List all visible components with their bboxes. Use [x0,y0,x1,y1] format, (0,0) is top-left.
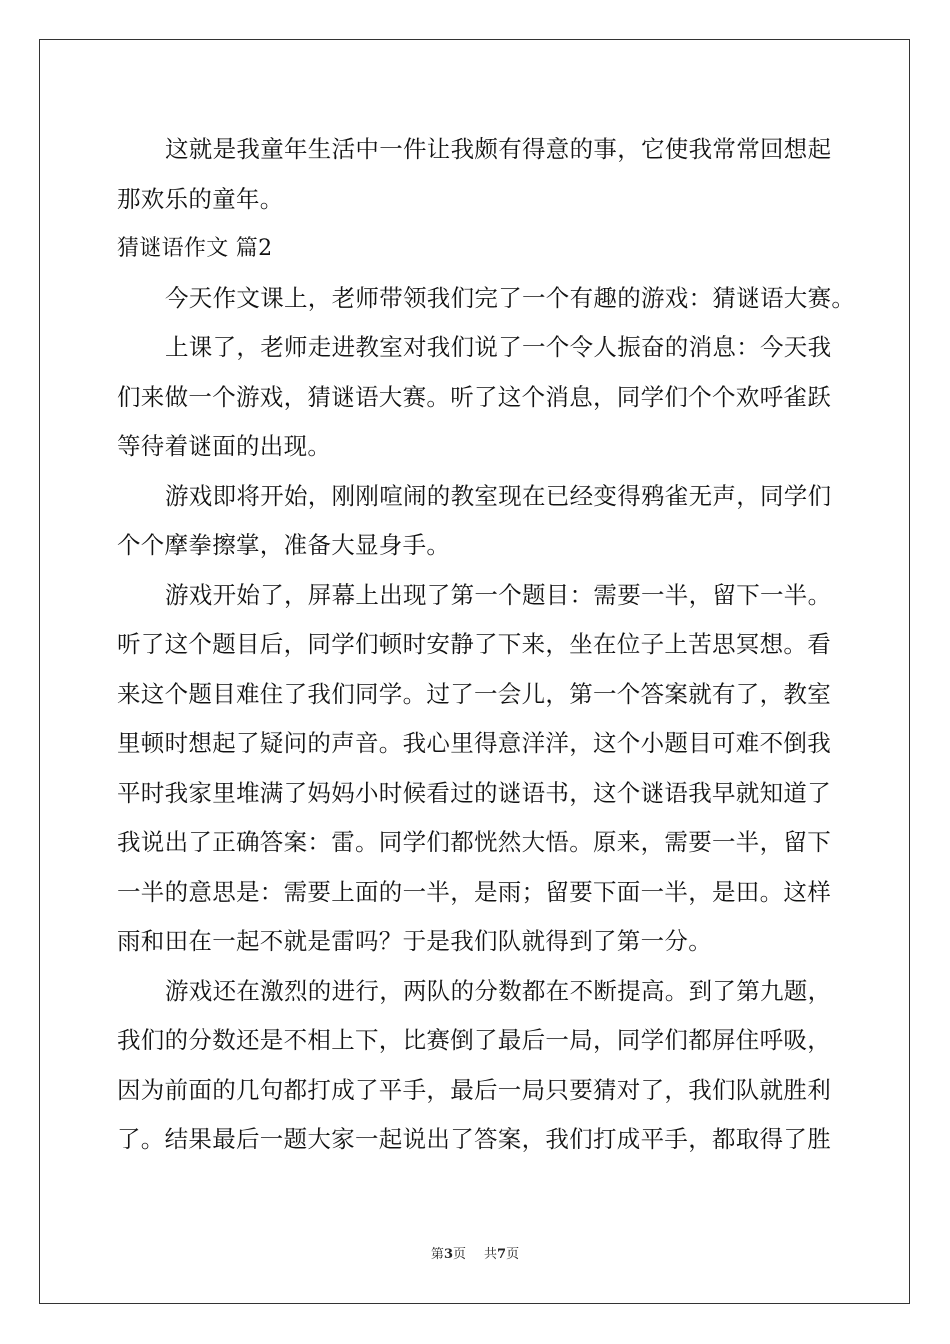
text-line: 听了这个题目后，同学们顿时安静了下来，坐在位子上苦思冥想。看 [117,630,831,658]
text-line: 了。结果最后一题大家一起说出了答案，我们打成平手，都取得了胜 [117,1125,831,1153]
page-number: 第3页 [430,1247,466,1262]
text-line: 游戏开始了，屏幕上出现了第一个题目：需要一半，留下一半。 [165,580,832,609]
text-line: 雨和田在一起不就是雷吗？于是我们队就得到了第一分。 [117,927,712,955]
text-line: 上课了，老师走进教室对我们说了一个令人振奋的消息：今天我 [165,333,832,361]
text-line: 等待着谜面的出现。 [117,432,332,460]
document-body [117,125,856,1165]
total-pages: 共7页 [484,1247,520,1262]
text-line: 个个摩拳擦掌，准备大显身手。 [117,531,451,559]
text-line: 今天作文课上，老师带领我们完了一个有趣的游戏：猜谜语大赛。 [165,283,856,312]
text-line: 平时我家里堆满了妈妈小时候看过的谜语书，这个谜语我早就知道了 [117,778,831,807]
page-footer [0,1243,950,1262]
text-line: 我们的分数还是不相上下，比赛倒了最后一局，同学们都屏住呼吸， [117,1026,831,1054]
text-line: 那欢乐的童年。 [117,184,284,213]
text-line: 游戏还在激烈的进行，两队的分数都在不断提高。到了第九题， [165,976,832,1005]
text-line: 里顿时想起了疑问的声音。我心里得意洋洋，这个小题目可难不倒我 [117,729,831,757]
text-line: 这就是我童年生活中一件让我颇有得意的事，它使我常常回想起 [165,135,832,163]
text-line: 来这个题目难住了我们同学。过了一会儿，第一个答案就有了，教室 [117,679,831,708]
section-heading: 猜谜语作文 篇2 [117,236,273,261]
text-line: 游戏即将开始，刚刚喧闹的教室现在已经变得鸦雀无声，同学们 [165,481,832,510]
text-line: 一半的意思是：需要上面的一半，是雨；留要下面一半，是田。这样 [117,877,831,906]
text-line: 们来做一个游戏，猜谜语大赛。听了这个消息，同学们个个欢呼雀跃 [117,382,831,411]
text-line: 我说出了正确答案：雷。同学们都恍然大悟。原来，需要一半，留下 [117,828,831,856]
text-line: 因为前面的几句都打成了平手，最后一局只要猜对了，我们队就胜利 [117,1075,831,1104]
